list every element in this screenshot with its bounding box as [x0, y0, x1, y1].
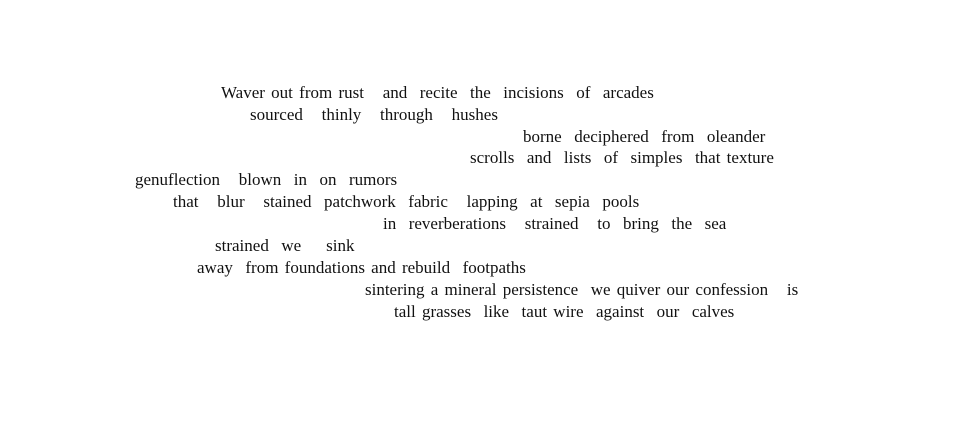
poem-line-5: genuflection blown in on rumors [135, 170, 398, 189]
poem-line-1: Waver out from rust and recite the incisions of arcades [221, 83, 654, 102]
poem-line-3: borne deciphered from oleander [523, 127, 766, 146]
poem-line-8: strained we sink [215, 236, 355, 255]
poem-line-11: tall grasses like taut wire against our calves [394, 302, 735, 321]
poem-line-6: that blur stained patchwork fabric lapping at sepia pools [173, 192, 640, 211]
poem-line-2: sourced thinly through hushes [250, 105, 498, 124]
poem-line-4: scrolls and lists of simples that texture [470, 148, 774, 167]
poem-line-10: sintering a mineral persistence we quiver our confession is [365, 280, 799, 299]
poem-line-7: in reverberations strained to bring the sea [383, 214, 727, 233]
poem-line-9: away from foundations and rebuild footpaths [197, 258, 526, 277]
